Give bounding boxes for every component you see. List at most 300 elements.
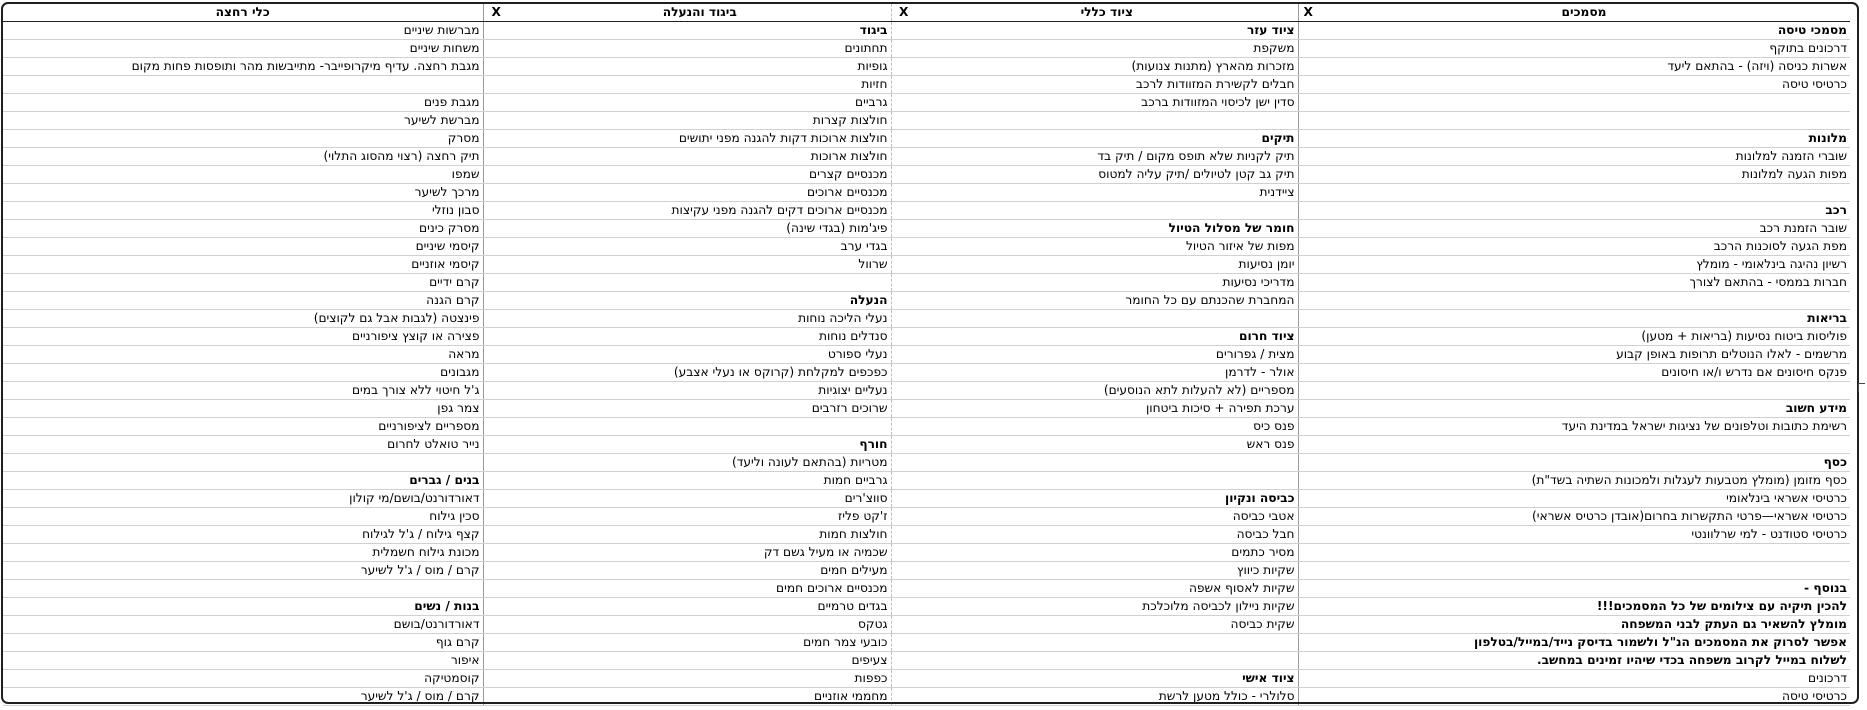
table-row	[3, 634, 1850, 652]
item-cell[interactable]: אטבי כביסה	[916, 508, 1298, 526]
table-row	[3, 40, 1850, 58]
category-heading-cell[interactable]: ביגוד	[509, 22, 891, 40]
check-cell[interactable]	[891, 454, 916, 472]
check-cell[interactable]	[891, 634, 916, 652]
check-cell[interactable]	[1298, 472, 1318, 490]
check-cell[interactable]	[891, 346, 916, 364]
item-cell[interactable]: מכנסיים ארוכים	[509, 184, 891, 202]
item-cell[interactable]: מספריים (לא להעלות לתא הנוסעים)	[916, 382, 1298, 400]
check-cell[interactable]	[483, 400, 509, 418]
item-cell[interactable]: ערכת תפירה + סיכות ביטחון	[916, 400, 1298, 418]
item-cell[interactable]	[1318, 436, 1850, 454]
table-row	[3, 22, 1850, 40]
item-cell[interactable]: מפות של איזור הטיול	[916, 238, 1298, 256]
check-cell[interactable]	[1298, 22, 1318, 40]
check-cell[interactable]	[891, 274, 916, 292]
item-cell[interactable]	[3, 76, 483, 94]
item-cell[interactable]: גטקס	[509, 616, 891, 634]
item-cell[interactable]: חבלים לקשירת המזוודות לרכב	[916, 76, 1298, 94]
item-cell[interactable]	[916, 634, 1298, 652]
check-cell[interactable]	[483, 112, 509, 130]
item-cell[interactable]: תיק גב קטן לטיולים /תיק עליה למטוס	[916, 166, 1298, 184]
category-heading-cell[interactable]: ציוד עזר	[916, 22, 1298, 40]
check-cell[interactable]	[483, 526, 509, 544]
item-cell[interactable]: שכמיה או מעיל גשם דק	[509, 544, 891, 562]
item-cell[interactable]: סבון נוזלי	[3, 202, 483, 220]
item-cell[interactable]: מחממי אוזניים	[509, 688, 891, 706]
check-cell[interactable]	[483, 166, 509, 184]
check-cell[interactable]	[891, 22, 916, 40]
category-heading-cell[interactable]: בנוסף -	[1318, 580, 1850, 598]
item-cell[interactable]: כרטיסי טיסה	[1318, 688, 1850, 706]
category-heading-cell[interactable]: מסמכי טיסה	[1318, 22, 1850, 40]
item-cell[interactable]: נייר טואלט לחרום	[3, 436, 483, 454]
category-heading-cell[interactable]: חומר של מסלול הטיול	[916, 220, 1298, 238]
item-cell[interactable]: מסיר כתמים	[916, 544, 1298, 562]
check-cell[interactable]	[483, 454, 509, 472]
table-row	[3, 328, 1850, 346]
sheet-edge-marker	[1858, 383, 1865, 392]
item-cell[interactable]: חולצות קצרות	[509, 112, 891, 130]
check-cell[interactable]	[1298, 184, 1318, 202]
note-cell[interactable]: אפשר לסרוק את המסמכים הנ"ל ולשמור בדיסק נייד/במייל/בטלפון	[1318, 634, 1850, 652]
check-cell[interactable]	[1298, 256, 1318, 274]
item-cell[interactable]: נעלי ספורט	[509, 346, 891, 364]
item-cell[interactable]: מכונת גילוח חשמלית	[3, 544, 483, 562]
check-cell[interactable]	[483, 220, 509, 238]
item-cell[interactable]: שקיות כיווץ	[916, 562, 1298, 580]
check-cell[interactable]	[891, 94, 916, 112]
item-cell[interactable]: מכנסיים ארוכים דקים להגנה מפני עקיצות	[509, 202, 891, 220]
check-cell[interactable]	[1298, 598, 1318, 616]
check-cell[interactable]	[483, 256, 509, 274]
check-cell[interactable]	[1298, 40, 1318, 58]
item-cell[interactable]	[509, 418, 891, 436]
item-cell[interactable]: מדריכי נסיעות	[916, 274, 1298, 292]
check-cell[interactable]	[483, 472, 509, 490]
item-cell[interactable]: קרם הגנה	[3, 292, 483, 310]
item-cell[interactable]	[1318, 544, 1850, 562]
category-heading-cell[interactable]: מלונות	[1318, 130, 1850, 148]
check-cell[interactable]	[483, 382, 509, 400]
item-cell[interactable]: שוברי הזמנה למלונות	[1318, 148, 1850, 166]
item-cell[interactable]: רשיון נהיגה בינלאומי - מומלץ	[1318, 256, 1850, 274]
check-cell[interactable]	[1298, 292, 1318, 310]
item-cell[interactable]: מכנסיים קצרים	[509, 166, 891, 184]
table-row	[3, 652, 1850, 670]
check-column-header[interactable]: X	[891, 4, 916, 22]
item-cell[interactable]: צמר גפן	[3, 400, 483, 418]
check-cell[interactable]	[1298, 76, 1318, 94]
item-cell[interactable]: מצית / גפרורים	[916, 346, 1298, 364]
item-cell[interactable]: דרכונים בתוקף	[1318, 40, 1850, 58]
check-cell[interactable]	[483, 148, 509, 166]
check-cell[interactable]	[1298, 274, 1318, 292]
table-row	[3, 202, 1850, 220]
check-cell[interactable]	[891, 418, 916, 436]
item-cell[interactable]	[916, 112, 1298, 130]
column-header-bath[interactable]: כלי רחצה	[3, 4, 483, 22]
item-cell[interactable]	[1318, 112, 1850, 130]
check-cell[interactable]	[891, 526, 916, 544]
item-cell[interactable]: סדין ישן לכיסוי המזוודות ברכב	[916, 94, 1298, 112]
table-row	[3, 526, 1850, 544]
item-cell[interactable]: קרם / מוס / ג'ל לשיער	[3, 688, 483, 706]
item-cell[interactable]	[1318, 94, 1850, 112]
category-heading-cell[interactable]: ציוד אישי	[916, 670, 1298, 688]
check-cell[interactable]	[891, 436, 916, 454]
item-cell[interactable]: סלולרי - כולל מטען לרשת	[916, 688, 1298, 706]
item-cell[interactable]: כפכפים למקלחת (קרוקס או נעלי אצבע)	[509, 364, 891, 382]
item-cell[interactable]: בגדים טרמיים	[509, 598, 891, 616]
header-row	[3, 4, 1850, 22]
column-header-clothing[interactable]: ביגוד והנעלה	[509, 4, 891, 22]
item-cell[interactable]: פוליסות ביטוח נסיעות (בריאות + מטען)	[1318, 328, 1850, 346]
item-cell[interactable]: מספריים לציפורניים	[3, 418, 483, 436]
check-cell[interactable]	[1298, 364, 1318, 382]
check-cell[interactable]	[483, 616, 509, 634]
note-cell[interactable]: מומלץ להשאיר גם העתק לבני המשפחה	[1318, 616, 1850, 634]
check-cell[interactable]	[891, 328, 916, 346]
check-cell[interactable]	[891, 508, 916, 526]
check-cell[interactable]	[483, 580, 509, 598]
check-cell[interactable]	[891, 238, 916, 256]
item-cell[interactable]: פינצטה (לגבות אבל גם לקוצים)	[3, 310, 483, 328]
check-cell[interactable]	[891, 58, 916, 76]
check-cell[interactable]	[1298, 238, 1318, 256]
check-cell[interactable]	[1298, 328, 1318, 346]
table-row	[3, 310, 1850, 328]
item-cell[interactable]: תיק רחצה (רצוי מהסוג התלוי)	[3, 148, 483, 166]
item-cell[interactable]	[1318, 184, 1850, 202]
check-cell[interactable]	[1298, 310, 1318, 328]
item-cell[interactable]: המחברת שהכנתם עם כל החומר	[916, 292, 1298, 310]
item-cell[interactable]: כובעי צמר חמים	[509, 634, 891, 652]
check-cell[interactable]	[1298, 418, 1318, 436]
table-row	[3, 688, 1850, 706]
check-cell[interactable]	[1298, 670, 1318, 688]
category-heading-cell[interactable]: בנות / נשים	[3, 598, 483, 616]
item-cell[interactable]	[916, 310, 1298, 328]
item-cell[interactable]	[3, 454, 483, 472]
check-cell[interactable]	[891, 580, 916, 598]
item-cell[interactable]	[509, 274, 891, 292]
table-row	[3, 418, 1850, 436]
table-row	[3, 148, 1850, 166]
check-cell[interactable]	[891, 652, 916, 670]
check-cell[interactable]	[1298, 148, 1318, 166]
check-cell[interactable]	[1298, 382, 1318, 400]
check-cell[interactable]	[483, 490, 509, 508]
item-cell[interactable]: כסף מזומן (מומלץ מטבעות לעגלות ולמכונות השתיה בשד"ת)	[1318, 472, 1850, 490]
item-cell[interactable]: קרם גוף	[3, 634, 483, 652]
item-cell[interactable]: סנדלים נוחות	[509, 328, 891, 346]
check-cell[interactable]	[1298, 436, 1318, 454]
check-cell[interactable]	[483, 292, 509, 310]
check-cell[interactable]	[483, 94, 509, 112]
check-cell[interactable]	[891, 112, 916, 130]
item-cell[interactable]: מסרק כינים	[3, 220, 483, 238]
check-cell[interactable]	[891, 292, 916, 310]
item-cell[interactable]: פנקס חיסונים אם נדרש ו/או חיסונים	[1318, 364, 1850, 382]
item-cell[interactable]: חברות בממסי - בהתאם לצורך	[1318, 274, 1850, 292]
item-cell[interactable]: מברשות שיניים	[3, 22, 483, 40]
check-cell[interactable]	[891, 400, 916, 418]
check-cell[interactable]	[1298, 94, 1318, 112]
category-heading-cell[interactable]: מידע חשוב	[1318, 400, 1850, 418]
check-column-header[interactable]: X	[1298, 4, 1318, 22]
item-cell[interactable]: סווצ'רים	[509, 490, 891, 508]
item-cell[interactable]: חולצות ארוכות	[509, 148, 891, 166]
table-row	[3, 94, 1850, 112]
item-cell[interactable]: תיק לקניות שלא תופס מקום / תיק בד	[916, 148, 1298, 166]
item-cell[interactable]: אשרות כניסה (ויזה) - בהתאם ליעד	[1318, 58, 1850, 76]
item-cell[interactable]: שקיות ניילון לכביסה מלוכלכת	[916, 598, 1298, 616]
check-cell[interactable]	[891, 544, 916, 562]
item-cell[interactable]: סכין גילוח	[3, 508, 483, 526]
item-cell[interactable]: שמפו	[3, 166, 483, 184]
item-cell[interactable]: נעליים יצוגיות	[509, 382, 891, 400]
check-cell[interactable]	[891, 598, 916, 616]
check-cell[interactable]	[1298, 58, 1318, 76]
table-row	[3, 292, 1850, 310]
table-row	[3, 256, 1850, 274]
item-cell[interactable]: מזכרות מהארץ (מתנות צנועות)	[916, 58, 1298, 76]
item-cell[interactable]: מגבת פנים	[3, 94, 483, 112]
check-cell[interactable]	[483, 688, 509, 706]
check-cell[interactable]	[483, 436, 509, 454]
category-heading-cell[interactable]: בריאות	[1318, 310, 1850, 328]
item-cell[interactable]: שרוול	[509, 256, 891, 274]
check-cell[interactable]	[891, 382, 916, 400]
table-row	[3, 382, 1850, 400]
check-cell[interactable]	[483, 130, 509, 148]
item-cell[interactable]: משחות שיניים	[3, 40, 483, 58]
check-cell[interactable]	[483, 184, 509, 202]
check-cell[interactable]	[1298, 652, 1318, 670]
check-cell[interactable]	[483, 22, 509, 40]
item-cell[interactable]: כפפות	[509, 670, 891, 688]
item-cell[interactable]: קיסמי אוזניים	[3, 256, 483, 274]
check-cell[interactable]	[891, 670, 916, 688]
check-cell[interactable]	[483, 76, 509, 94]
check-cell[interactable]	[483, 562, 509, 580]
item-cell[interactable]	[1318, 382, 1850, 400]
check-cell[interactable]	[483, 274, 509, 292]
item-cell[interactable]: כרטיסי סטודנט - למי שרלוונטי	[1318, 526, 1850, 544]
item-cell[interactable]: פנס כיס	[916, 418, 1298, 436]
check-cell[interactable]	[483, 310, 509, 328]
table-row	[3, 130, 1850, 148]
item-cell[interactable]: משקפת	[916, 40, 1298, 58]
item-cell[interactable]: גרביים חמות	[509, 472, 891, 490]
item-cell[interactable]: מרכך לשיער	[3, 184, 483, 202]
check-cell[interactable]	[891, 184, 916, 202]
item-cell[interactable]: פצירה או קוצץ ציפורניים	[3, 328, 483, 346]
item-cell[interactable]: צעיפים	[509, 652, 891, 670]
item-cell[interactable]: שקיות לאסוף אשפה	[916, 580, 1298, 598]
item-cell[interactable]	[1318, 292, 1850, 310]
table-row	[3, 616, 1850, 634]
item-cell[interactable]: מפות הגעה למלונות	[1318, 166, 1850, 184]
item-cell[interactable]: גופיות	[509, 58, 891, 76]
check-cell[interactable]	[1298, 616, 1318, 634]
item-cell[interactable]: מרשמים - לאלו הנוטלים תרופות באופן קבוע	[1318, 346, 1850, 364]
table-row	[3, 346, 1850, 364]
table-row	[3, 454, 1850, 472]
check-cell[interactable]	[1298, 688, 1318, 706]
check-cell[interactable]	[483, 202, 509, 220]
item-cell[interactable]: חבל כביסה	[916, 526, 1298, 544]
category-heading-cell[interactable]: כביסה ונקיון	[916, 490, 1298, 508]
item-cell[interactable]: קצף גילוח / ג'ל לגילוח	[3, 526, 483, 544]
item-cell[interactable]: כרטיסי אשראי בינלאומי	[1318, 490, 1850, 508]
item-cell[interactable]: תחתונים	[509, 40, 891, 58]
check-cell[interactable]	[483, 328, 509, 346]
item-cell[interactable]	[916, 652, 1298, 670]
check-cell[interactable]	[1298, 562, 1318, 580]
check-cell[interactable]	[483, 508, 509, 526]
check-cell[interactable]	[1298, 400, 1318, 418]
check-cell[interactable]	[483, 238, 509, 256]
item-cell[interactable]: כרטיסי טיסה	[1318, 76, 1850, 94]
check-cell[interactable]	[483, 418, 509, 436]
check-cell[interactable]	[1298, 166, 1318, 184]
check-cell[interactable]	[1298, 130, 1318, 148]
check-cell[interactable]	[891, 40, 916, 58]
table-row	[3, 112, 1850, 130]
item-cell[interactable]: אולר - לדרמן	[916, 364, 1298, 382]
item-cell[interactable]: איפור	[3, 652, 483, 670]
item-cell[interactable]: שקית כביסה	[916, 616, 1298, 634]
item-cell[interactable]: מברשת לשיער	[3, 112, 483, 130]
packing-list-table	[3, 4, 1850, 706]
item-cell[interactable]: מגבת רחצה. עדיף מיקרופייבר- מתייבשות מהר ותופסות פחות מקום	[3, 58, 483, 76]
item-cell[interactable]: יומן נסיעות	[916, 256, 1298, 274]
check-cell[interactable]	[483, 598, 509, 616]
item-cell[interactable]: חולצות ארוכות דקות להגנה מפני יתושים	[509, 130, 891, 148]
check-cell[interactable]	[1298, 526, 1318, 544]
item-cell[interactable]: מעילים חמים	[509, 562, 891, 580]
category-heading-cell[interactable]: רכב	[1318, 202, 1850, 220]
item-cell[interactable]	[916, 472, 1298, 490]
item-cell[interactable]	[1318, 562, 1850, 580]
item-cell[interactable]: ז'קט פליז	[509, 508, 891, 526]
item-cell[interactable]: מראה	[3, 346, 483, 364]
item-cell[interactable]: גרביים	[509, 94, 891, 112]
category-heading-cell[interactable]: הנעלה	[509, 292, 891, 310]
item-cell[interactable]: שרוכים רזרבים	[509, 400, 891, 418]
check-cell[interactable]	[483, 40, 509, 58]
table-row	[3, 166, 1850, 184]
item-cell[interactable]: דרכונים	[1318, 670, 1850, 688]
item-cell[interactable]: רשימת כתובות וטלפונים של נציגות ישראל במדינת היעד	[1318, 418, 1850, 436]
check-cell[interactable]	[1298, 490, 1318, 508]
check-cell[interactable]	[891, 562, 916, 580]
item-cell[interactable]: נעלי הליכה נוחות	[509, 310, 891, 328]
check-cell[interactable]	[483, 364, 509, 382]
item-cell[interactable]: מטריות (בהתאם לעונה וליעד)	[509, 454, 891, 472]
check-cell[interactable]	[891, 688, 916, 706]
category-heading-cell[interactable]: ציוד חרום	[916, 328, 1298, 346]
item-cell[interactable]: דאורדורנט/בושם	[3, 616, 483, 634]
table-row	[3, 274, 1850, 292]
check-cell[interactable]	[891, 166, 916, 184]
category-heading-cell[interactable]: כסף	[1318, 454, 1850, 472]
item-cell[interactable]: פנס ראש	[916, 436, 1298, 454]
check-cell[interactable]	[891, 616, 916, 634]
check-cell[interactable]	[1298, 346, 1318, 364]
item-cell[interactable]: מפת הגעה לסוכנות הרכב	[1318, 238, 1850, 256]
check-cell[interactable]	[1298, 544, 1318, 562]
check-cell[interactable]	[1298, 202, 1318, 220]
note-cell[interactable]: לשלוח במייל לקרוב משפחה בכדי שיהיו זמינים במחשב.	[1318, 652, 1850, 670]
item-cell[interactable]: מכנסיים ארוכים חמים	[509, 580, 891, 598]
item-cell[interactable]: חזיות	[509, 76, 891, 94]
item-cell[interactable]: קוסמטיקה	[3, 670, 483, 688]
column-header-general[interactable]: ציוד כללי	[916, 4, 1298, 22]
item-cell[interactable]: מגבונים	[3, 364, 483, 382]
check-column-header[interactable]: X	[483, 4, 509, 22]
note-cell[interactable]: להכין תיקיה עם צילומים של כל המסמכים!!!	[1318, 598, 1850, 616]
check-cell[interactable]	[483, 652, 509, 670]
category-heading-cell[interactable]: חורף	[509, 436, 891, 454]
check-cell[interactable]	[483, 346, 509, 364]
item-cell[interactable]: חולצות חמות	[509, 526, 891, 544]
check-cell[interactable]	[891, 148, 916, 166]
check-cell[interactable]	[1298, 634, 1318, 652]
category-heading-cell[interactable]: תיקים	[916, 130, 1298, 148]
item-cell[interactable]: דאורדורנט/בושם/מי קולון	[3, 490, 483, 508]
table-row	[3, 472, 1850, 490]
check-cell[interactable]	[1298, 454, 1318, 472]
check-cell[interactable]	[891, 310, 916, 328]
check-cell[interactable]	[483, 634, 509, 652]
table-row	[3, 670, 1850, 688]
check-cell[interactable]	[1298, 220, 1318, 238]
item-cell[interactable]: ג'ל חיטוי ללא צורך במים	[3, 382, 483, 400]
item-cell[interactable]	[3, 580, 483, 598]
item-cell[interactable]: קיסמי שיניים	[3, 238, 483, 256]
item-cell[interactable]: בגדי ערב	[509, 238, 891, 256]
item-cell[interactable]: קרם / מוס / ג'ל לשיער	[3, 562, 483, 580]
check-cell[interactable]	[483, 58, 509, 76]
check-cell[interactable]	[891, 76, 916, 94]
check-cell[interactable]	[891, 364, 916, 382]
item-cell[interactable]: מסרק	[3, 130, 483, 148]
check-cell[interactable]	[483, 544, 509, 562]
check-cell[interactable]	[891, 130, 916, 148]
item-cell[interactable]: שובר הזמנת רכב	[1318, 220, 1850, 238]
item-cell[interactable]	[916, 454, 1298, 472]
check-cell[interactable]	[891, 256, 916, 274]
check-cell[interactable]	[891, 472, 916, 490]
check-cell[interactable]	[1298, 112, 1318, 130]
check-cell[interactable]	[1298, 508, 1318, 526]
check-cell[interactable]	[891, 490, 916, 508]
item-cell[interactable]: פיג'מות (בגדי שינה)	[509, 220, 891, 238]
check-cell[interactable]	[1298, 580, 1318, 598]
item-cell[interactable]: ציידנית	[916, 184, 1298, 202]
item-cell[interactable]	[916, 202, 1298, 220]
item-cell[interactable]: קרם ידיים	[3, 274, 483, 292]
column-header-documents[interactable]: מסמכים	[1318, 4, 1850, 22]
category-heading-cell[interactable]: בנים / גברים	[3, 472, 483, 490]
check-cell[interactable]	[891, 220, 916, 238]
item-cell[interactable]: כרטיסי אשראי—פרטי התקשרות בחרום(אובדן כרטיס אשראי)	[1318, 508, 1850, 526]
check-cell[interactable]	[483, 670, 509, 688]
check-cell[interactable]	[891, 202, 916, 220]
